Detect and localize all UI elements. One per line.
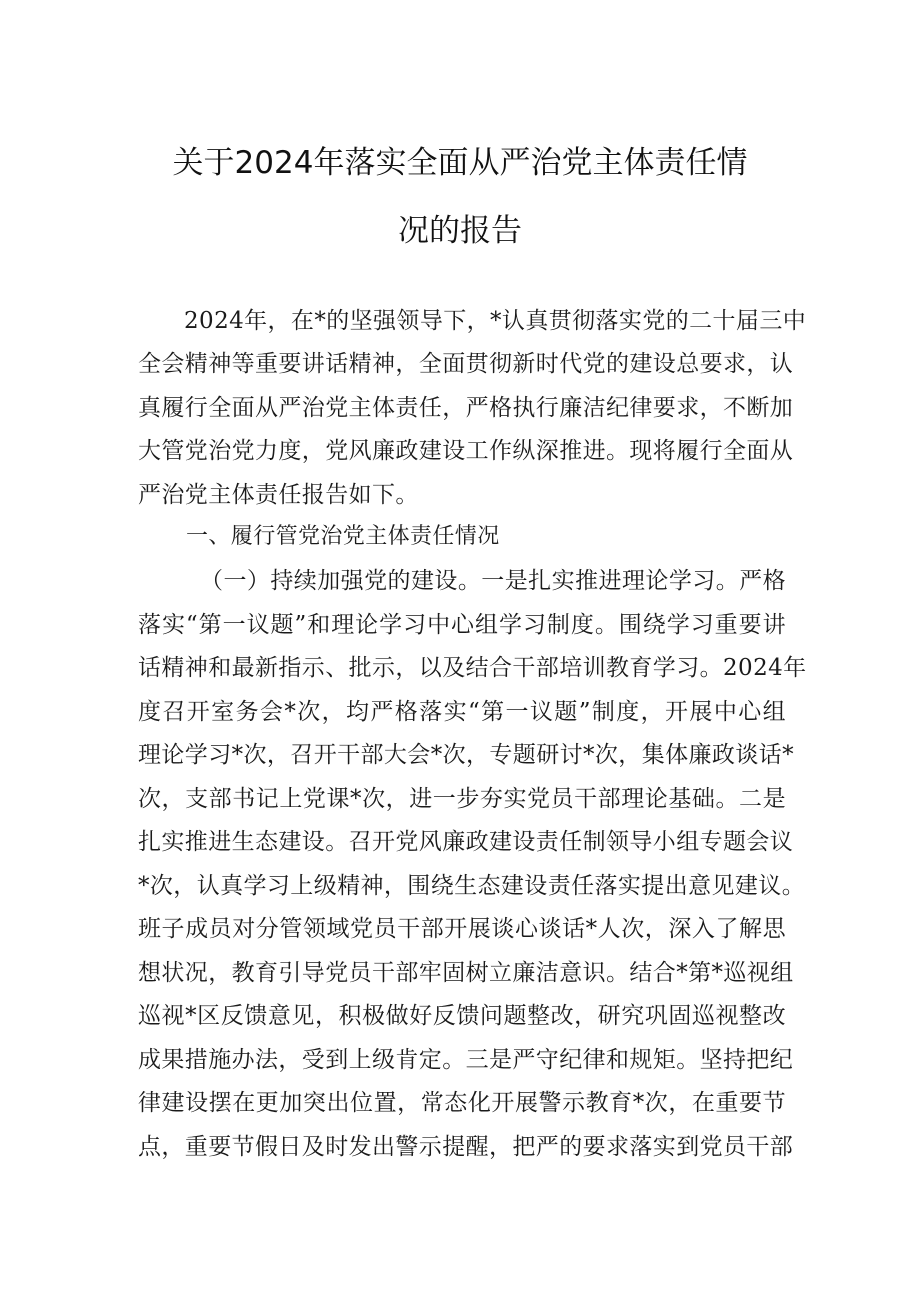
intro-line-2: 全会精神等重要讲话精神，全面贯彻新时代党的建设总要求，认 (138, 351, 794, 377)
body-line-14: 点，重要节假日及时发出警示提醒，把严的要求落实到党员干部 (138, 1134, 794, 1160)
body-line-7: 扎实推进生态建设。召开党风廉政建设责任制领导小组专题会议 (138, 829, 794, 855)
body-line-10: 想状况，教育引导党员干部牢固树立廉洁意识。结合*第*巡视组 (138, 960, 794, 986)
report-title-line-2: 况的报告 (398, 213, 522, 249)
body-line-9: 班子成员对分管领域党员干部开展谈心谈话*人次，深入了解思 (138, 916, 786, 942)
intro-line-1: 2024年，在*的坚强领导下，*认真贯彻落实党的二十届三中 (184, 308, 807, 334)
intro-line-3: 真履行全面从严治党主体责任，严格执行廉洁纪律要求，不断加 (138, 395, 794, 421)
section-heading: 一、履行管党治党主体责任情况 (186, 524, 500, 549)
body-line-4: 度召开室务会*次，均严格落实“第一议题”制度，开展中心组 (138, 699, 786, 725)
body-line-13: 律建设摆在更加突出位置，常态化开展警示教育*次，在重要节 (138, 1090, 786, 1116)
body-line-3: 话精神和最新指示、批示，以及结合干部培训教育学习。2024年 (138, 655, 807, 681)
body-line-5: 理论学习*次，召开干部大会*次，专题研讨*次，集体廉政谈话* (138, 742, 794, 768)
intro-line-4: 大管党治党力度，党风廉政建设工作纵深推进。现将履行全面从 (138, 438, 794, 464)
body-line-6: 次，支部书记上党课*次，进一步夯实党员干部理论基础。二是 (138, 786, 786, 812)
body-line-12: 成果措施办法，受到上级肯定。三是严守纪律和规矩。坚持把纪 (138, 1047, 794, 1073)
body-line-11: 巡视*区反馈意见，积极做好反馈问题整改，研究巩固巡视整改 (138, 1003, 786, 1029)
intro-line-5: 严治党主体责任报告如下。 (138, 482, 419, 508)
body-line-8: *次，认真学习上级精神，围绕生态建设责任落实提出意见建议。 (138, 873, 806, 899)
body-line-2: 落实“第一议题”和理论学习中心组学习制度。围绕学习重要讲 (138, 612, 786, 638)
body-line-1: （一）持续加强党的建设。一是扎实推进理论学习。严格 (200, 568, 786, 594)
report-title-line-1: 关于2024年落实全面从严治党主体责任情 (172, 145, 748, 181)
